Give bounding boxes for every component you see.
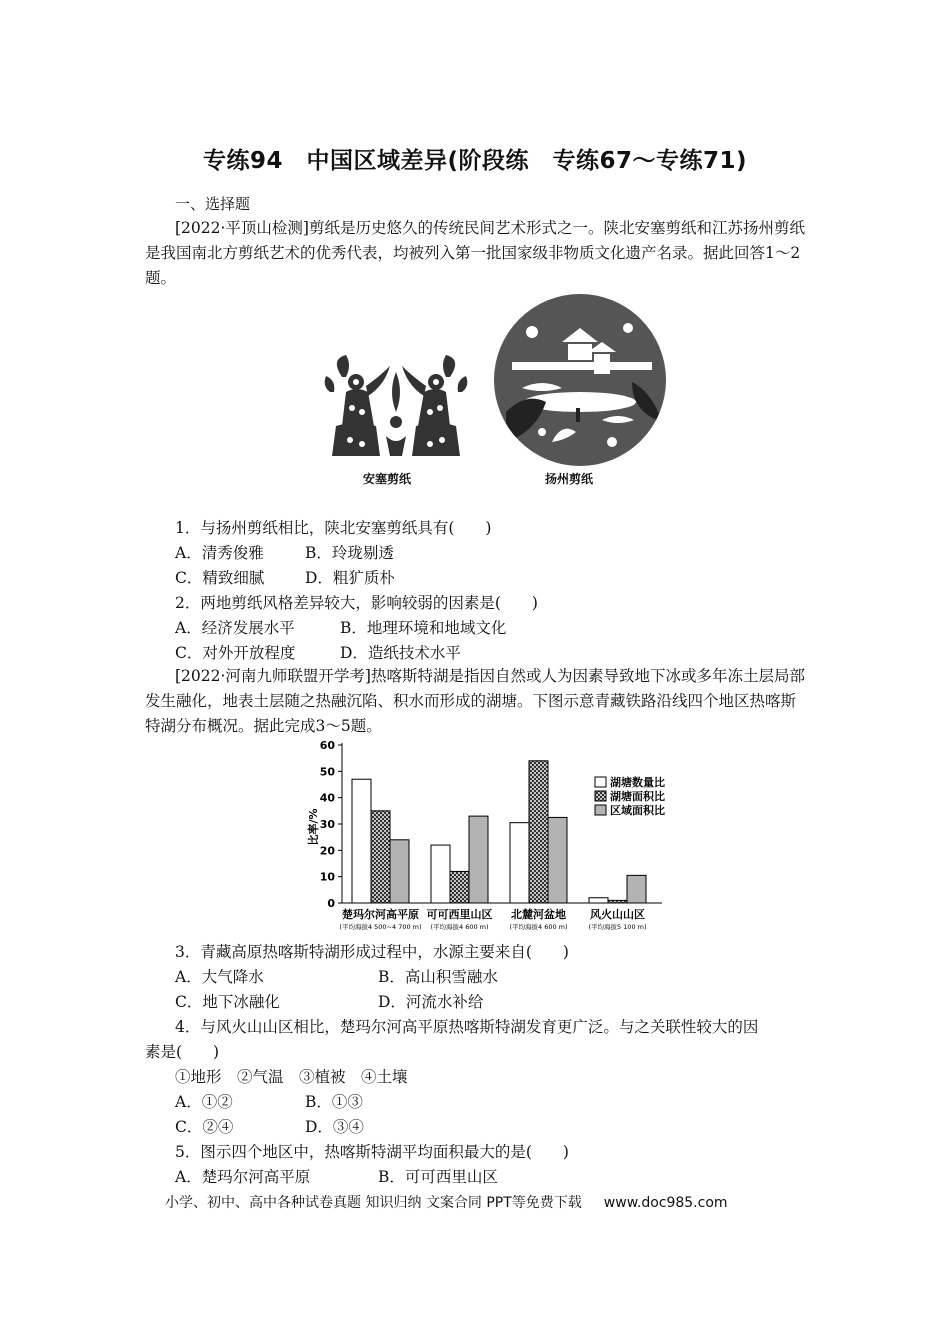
legend-swatch: [595, 805, 606, 815]
q1-stem: 1．与扬州剪纸相比，陕北安塞剪纸具有( ): [175, 519, 492, 537]
q1-option-a: A．清秀俊雅: [175, 544, 264, 562]
q3-option-c: C．地下冰融化: [175, 993, 280, 1011]
x-tick-label: 北麓河盆地: [511, 908, 566, 921]
caption-ansai: 安塞剪纸: [363, 472, 412, 486]
q2-option-a: A．经济发展水平: [175, 619, 295, 637]
x-tick-label: 楚玛尔河高平原: [342, 908, 419, 921]
q1-option-b: B．玲珑剔透: [305, 544, 394, 562]
bar: [469, 816, 488, 903]
q1-option-c: C．精致细腻: [175, 569, 265, 587]
q3-stem: 3．青藏高原热喀斯特湖形成过程中，水源主要来自( ): [175, 943, 569, 961]
bar: [371, 811, 390, 903]
x-tick-sublabel: (平均海拔4 600 m): [509, 923, 568, 931]
intro-paragraph-1: [2022·平顶山检测]剪纸是历史悠久的传统民间艺术形式之一。陕北安塞剪纸和江苏扬州剪纸是我国南北方剪纸艺术的优秀代表，均被列入第一批国家级非物质文化遗产名录。据此回答1～2题。: [145, 219, 805, 287]
q3-option-a: A．大气降水: [175, 968, 264, 986]
legend-label: 湖塘数量比: [610, 776, 665, 789]
page-title: 专练94 中国区域差异(阶段练 专练67～专练71): [202, 148, 748, 174]
legend-swatch: [595, 777, 606, 787]
legend-label: 区域面积比: [610, 804, 665, 817]
q4-items: ①地形 ②气温 ③植被 ④土壤: [175, 1068, 408, 1086]
q2-option-d: D．造纸技术水平: [340, 644, 461, 662]
x-tick-sublabel: (平均海拔4 500~4 700 m): [339, 923, 422, 931]
y-tick-label: 40: [319, 791, 335, 805]
q4-option-d: D．③④: [305, 1118, 364, 1136]
x-tick-label: 可可西里山区: [426, 908, 493, 921]
q4-option-a: A．①②: [175, 1093, 233, 1111]
y-tick-label: 60: [319, 739, 335, 752]
q4-stem-line1: 4．与风火山山区相比，楚玛尔河高平原热喀斯特湖发育更广泛。与之关联性较大的因: [175, 1018, 759, 1036]
footer-text: 小学、初中、高中各种试卷真题 知识归纳 文案合同 PPT等免费下载: [165, 1195, 582, 1211]
q4-option-b: B．①③: [305, 1093, 363, 1111]
q5-option-b: B．可可西里山区: [378, 1168, 498, 1186]
thermokarst-bar-chart: [305, 737, 685, 935]
q4-option-c: C．②④: [175, 1118, 234, 1136]
footer: [165, 1192, 728, 1212]
bar: [627, 875, 646, 903]
legend-label: 湖塘面积比: [610, 790, 665, 803]
q3-option-b: B．高山积雪融水: [378, 968, 498, 986]
q2-option-b: B．地理环境和地域文化: [340, 619, 507, 637]
y-tick-label: 50: [319, 765, 335, 779]
bar: [529, 761, 548, 903]
intro-paragraph-2: [2022·河南九师联盟开学考]热喀斯特湖是指因自然或人为因素导致地下冰或多年冻土层局部发生融化，地表土层随之热融沉陷、积水而形成的湖塘。下图示意青藏铁路沿线四个地区热喀斯特湖分布概况。据此完成3～5题。: [145, 667, 805, 735]
x-tick-sublabel: (平均海拔4 600 m): [430, 923, 489, 931]
bar: [450, 871, 469, 903]
yangzhou-papercut-image: [492, 292, 668, 468]
y-tick-label: 30: [319, 818, 335, 831]
q1-option-d: D．粗犷质朴: [305, 569, 395, 587]
q5-stem: 5．图示四个地区中，热喀斯特湖平均面积最大的是( ): [175, 1143, 569, 1161]
bar: [589, 898, 608, 903]
bar: [390, 840, 409, 903]
q2-option-c: C．对外开放程度: [175, 644, 296, 662]
bar: [352, 779, 371, 903]
bar: [510, 823, 529, 903]
bar: [608, 900, 627, 903]
bar: [548, 817, 567, 903]
q2-stem: 2．两地剪纸风格差异较大，影响较弱的因素是( ): [175, 594, 538, 612]
y-tick-label: 10: [319, 870, 335, 884]
ansai-papercut-image: [322, 352, 470, 464]
section-heading: 一、选择题: [175, 195, 251, 213]
q5-option-a: A．楚玛尔河高平原: [175, 1168, 311, 1186]
y-tick-label: 0: [327, 897, 335, 910]
footer-url[interactable]: www.doc985.com: [603, 1195, 728, 1211]
y-axis-label: 比率/%: [307, 808, 320, 846]
bar: [431, 845, 450, 903]
q3-option-d: D．河流水补给: [378, 993, 484, 1011]
caption-yangzhou: 扬州剪纸: [545, 472, 594, 486]
y-tick-label: 20: [319, 844, 335, 858]
x-tick-sublabel: (平均海拔5 100 m): [588, 923, 647, 931]
x-tick-label: 风火山山区: [590, 908, 645, 921]
legend-swatch: [595, 791, 606, 801]
q4-stem-line2: 素是( ): [145, 1043, 220, 1061]
